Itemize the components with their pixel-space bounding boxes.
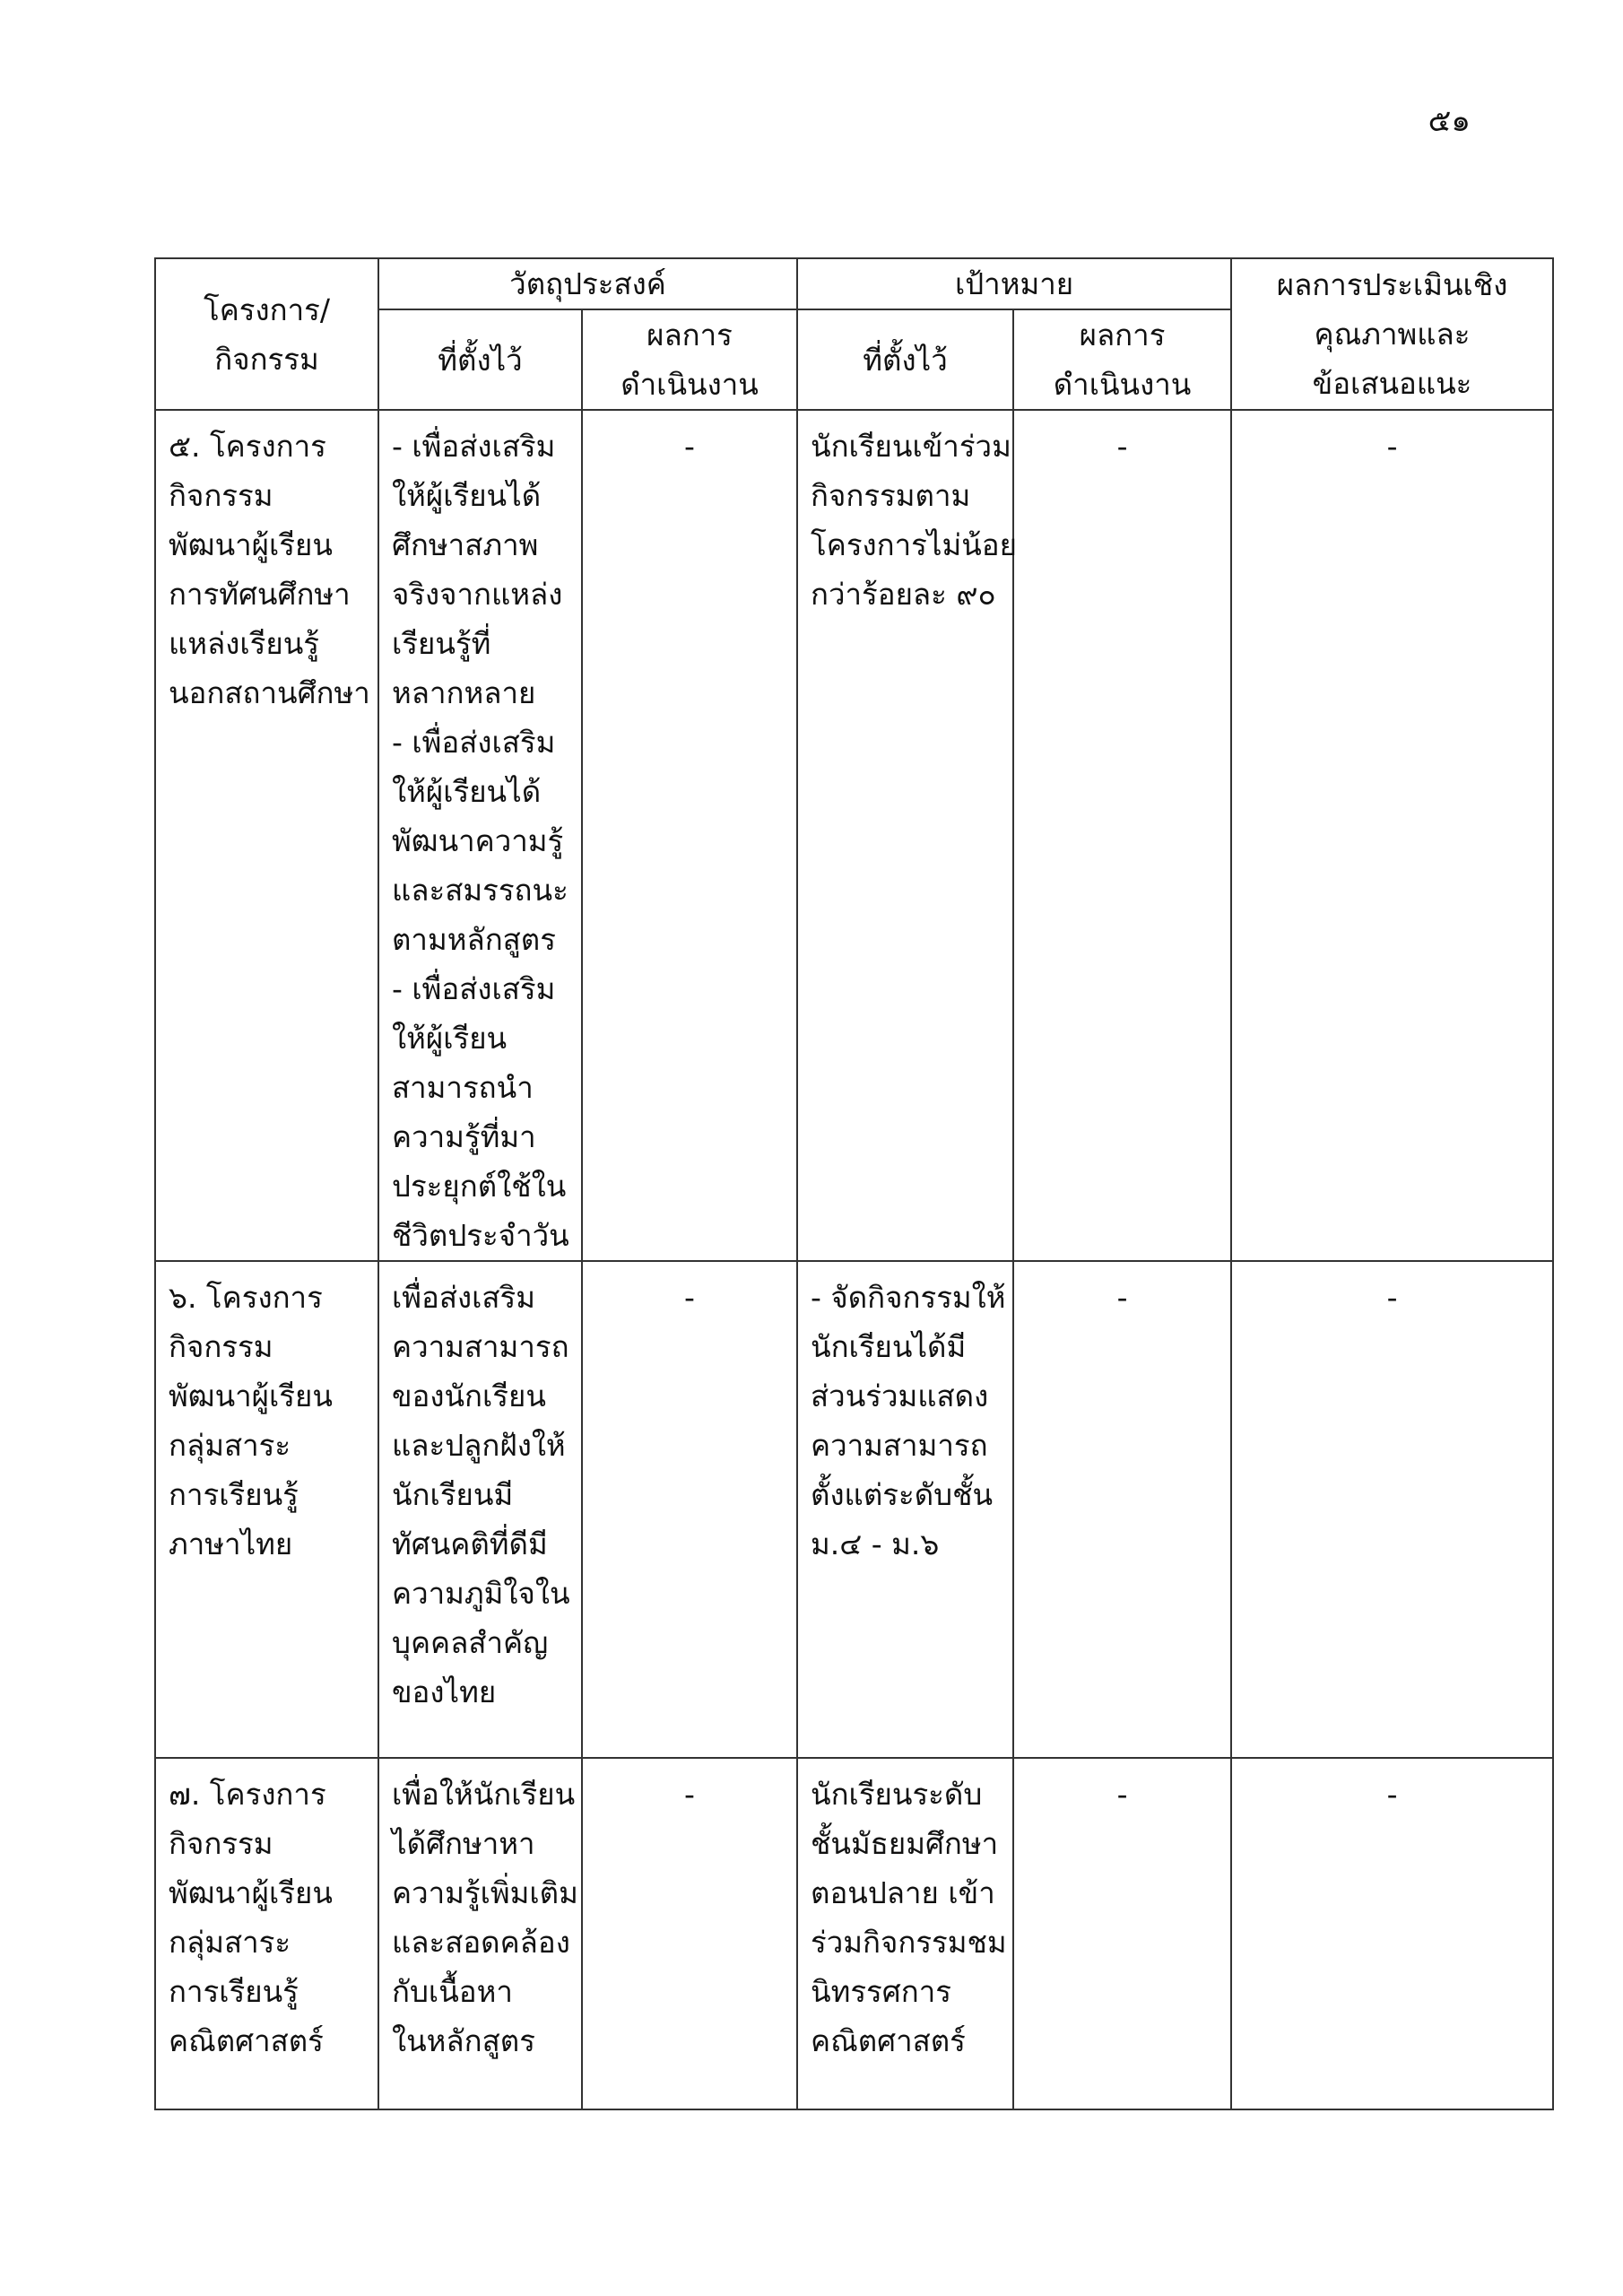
cell-line: ๕. โครงการ	[169, 429, 326, 464]
cell-line: ของนักเรียน	[392, 1378, 546, 1413]
cell-line: บุคคลสำคัญ	[392, 1625, 549, 1660]
cell-line: ร่วมกิจกรรมชม	[811, 1925, 1007, 1960]
cell-line: จริงจากแหล่ง	[392, 577, 563, 612]
header-project: โครงการ/ กิจกรรม	[155, 258, 378, 410]
cell-line: - เพื่อส่งเสริม	[392, 429, 556, 464]
cell-line: กว่าร้อยละ ๙๐	[811, 577, 996, 612]
cell-line: ๖. โครงการ	[169, 1280, 323, 1315]
cell-line: นอกสถานศึกษา	[169, 675, 370, 710]
cell-line: ความภูมิใจใน	[392, 1576, 570, 1611]
cell-line: ภาษาไทย	[169, 1526, 293, 1561]
cell-line: ชีวิตประจำวัน	[392, 1218, 569, 1253]
cell-line: กิจกรรม	[169, 1329, 273, 1364]
table-row	[155, 410, 1553, 1261]
cell-line: เรียนรู้ที่	[392, 626, 491, 661]
evaluation-cell: -	[1231, 1261, 1553, 1758]
cell-line: คณิตศาสตร์	[811, 2023, 966, 2058]
cell-line: การเรียนรู้	[169, 1477, 299, 1512]
cell-line: กิจกรรม	[169, 478, 273, 513]
header-target-result: ผลการ ดำเนินงาน	[1013, 309, 1231, 410]
evaluation-cell: -	[1231, 410, 1553, 1261]
cell-line: ความรู้ที่มา	[392, 1119, 536, 1154]
cell-line: นักเรียนเข้าร่วม	[811, 429, 1011, 464]
cell-line: ให้ผู้เรียนได้	[392, 774, 542, 809]
project-report-table	[154, 257, 1554, 2110]
target-set-cell	[797, 1758, 1013, 2109]
cell-line: ทัศนคติที่ดีมี	[392, 1526, 548, 1561]
cell-line: ม.๔ - ม.๖	[811, 1526, 940, 1561]
cell-line: พัฒนาผู้เรียน	[169, 1875, 333, 1910]
cell-line: กลุ่มสาระ	[169, 1925, 291, 1960]
cell-line: ศึกษาสภาพ	[392, 527, 539, 562]
objective-result-cell: -	[582, 1261, 797, 1758]
header-objective: วัตถุประสงค์	[378, 258, 797, 309]
objective-result-cell: -	[582, 410, 797, 1261]
cell-line: ความรู้เพิ่มเติม	[392, 1875, 578, 1910]
cell-line: กลุ่มสาระ	[169, 1428, 291, 1463]
cell-line: เพื่อให้นักเรียน	[392, 1777, 576, 1812]
evaluation-cell: -	[1231, 1758, 1553, 2109]
cell-line: ตั้งแต่ระดับชั้น	[811, 1477, 994, 1512]
cell-line: ของไทย	[392, 1674, 497, 1709]
cell-line: กิจกรรม	[169, 1826, 273, 1861]
cell-line: ความสามารถ	[811, 1428, 988, 1463]
project-cell	[155, 410, 378, 1261]
cell-line: พัฒนาผู้เรียน	[169, 1378, 333, 1413]
cell-line: สามารถนำ	[392, 1070, 534, 1105]
cell-line: พัฒนาผู้เรียน	[169, 527, 333, 562]
cell-line: กับเนื้อหา	[392, 1974, 513, 2009]
header-target: เป้าหมาย	[797, 258, 1231, 309]
header-objective-result: ผลการ ดำเนินงาน	[582, 309, 797, 410]
table-row	[155, 1758, 1553, 2109]
cell-line: คณิตศาสตร์	[169, 2023, 324, 2058]
cell-line: นักเรียนได้มี	[811, 1329, 967, 1364]
cell-line: ความสามารถ	[392, 1329, 569, 1364]
target-result-cell: -	[1013, 1261, 1231, 1758]
header-row-1	[155, 258, 1553, 309]
cell-line: - จัดกิจกรรมให้	[811, 1280, 1006, 1315]
cell-line: กิจกรรมตาม	[811, 478, 971, 513]
cell-line: นักเรียนระดับ	[811, 1777, 983, 1812]
target-result-cell: -	[1013, 1758, 1231, 2109]
cell-line: ส่วนร่วมแสดง	[811, 1378, 989, 1413]
cell-line: นิทรรศการ	[811, 1974, 951, 2009]
cell-line: ได้ศึกษาหา	[392, 1826, 535, 1861]
objective-set-cell	[378, 1758, 582, 2109]
cell-line: และปลูกฝังให้	[392, 1428, 566, 1463]
header-target-set: ที่ตั้งไว้	[797, 309, 1013, 410]
cell-line: ตามหลักสูตร	[392, 922, 556, 957]
cell-line: ให้ผู้เรียนได้	[392, 478, 542, 513]
cell-line: ประยุกต์ใช้ใน	[392, 1169, 567, 1204]
target-set-cell	[797, 410, 1017, 1261]
cell-line: การเรียนรู้	[169, 1974, 299, 2009]
cell-line: - เพื่อส่งเสริม	[392, 971, 556, 1006]
objective-set-cell	[378, 410, 582, 1261]
cell-line: นักเรียนมี	[392, 1477, 514, 1512]
cell-line: - เพื่อส่งเสริม	[392, 725, 556, 760]
cell-line: โครงการไม่น้อย	[811, 527, 1017, 562]
cell-line: ในหลักสูตร	[392, 2023, 535, 2058]
header-evaluation: ผลการประเมินเชิง คุณภาพและ ข้อเสนอแนะ	[1231, 258, 1553, 410]
project-cell	[155, 1261, 378, 1758]
cell-line: ชั้นมัธยมศึกษา	[811, 1826, 999, 1861]
header-objective-set: ที่ตั้งไว้	[378, 309, 582, 410]
cell-line: การทัศนศึกษา	[169, 577, 351, 612]
page-number: ๕๑	[1428, 103, 1471, 139]
cell-line: ๗. โครงการ	[169, 1777, 326, 1812]
cell-line: หลากหลาย	[392, 675, 536, 710]
cell-line: ให้ผู้เรียน	[392, 1021, 508, 1056]
cell-line: ตอนปลาย เข้า	[811, 1875, 995, 1910]
cell-line: แหล่งเรียนรู้	[169, 626, 319, 661]
target-result-cell: -	[1013, 410, 1231, 1261]
cell-line: เพื่อส่งเสริม	[392, 1280, 536, 1315]
cell-line: พัฒนาความรู้	[392, 823, 564, 858]
table-row	[155, 1261, 1553, 1758]
cell-line: และสอดคล้อง	[392, 1925, 570, 1960]
objective-result-cell: -	[582, 1758, 797, 2109]
cell-line: และสมรรถนะ	[392, 873, 568, 908]
project-cell	[155, 1758, 378, 2109]
target-set-cell	[797, 1261, 1013, 1758]
objective-set-cell	[378, 1261, 582, 1758]
